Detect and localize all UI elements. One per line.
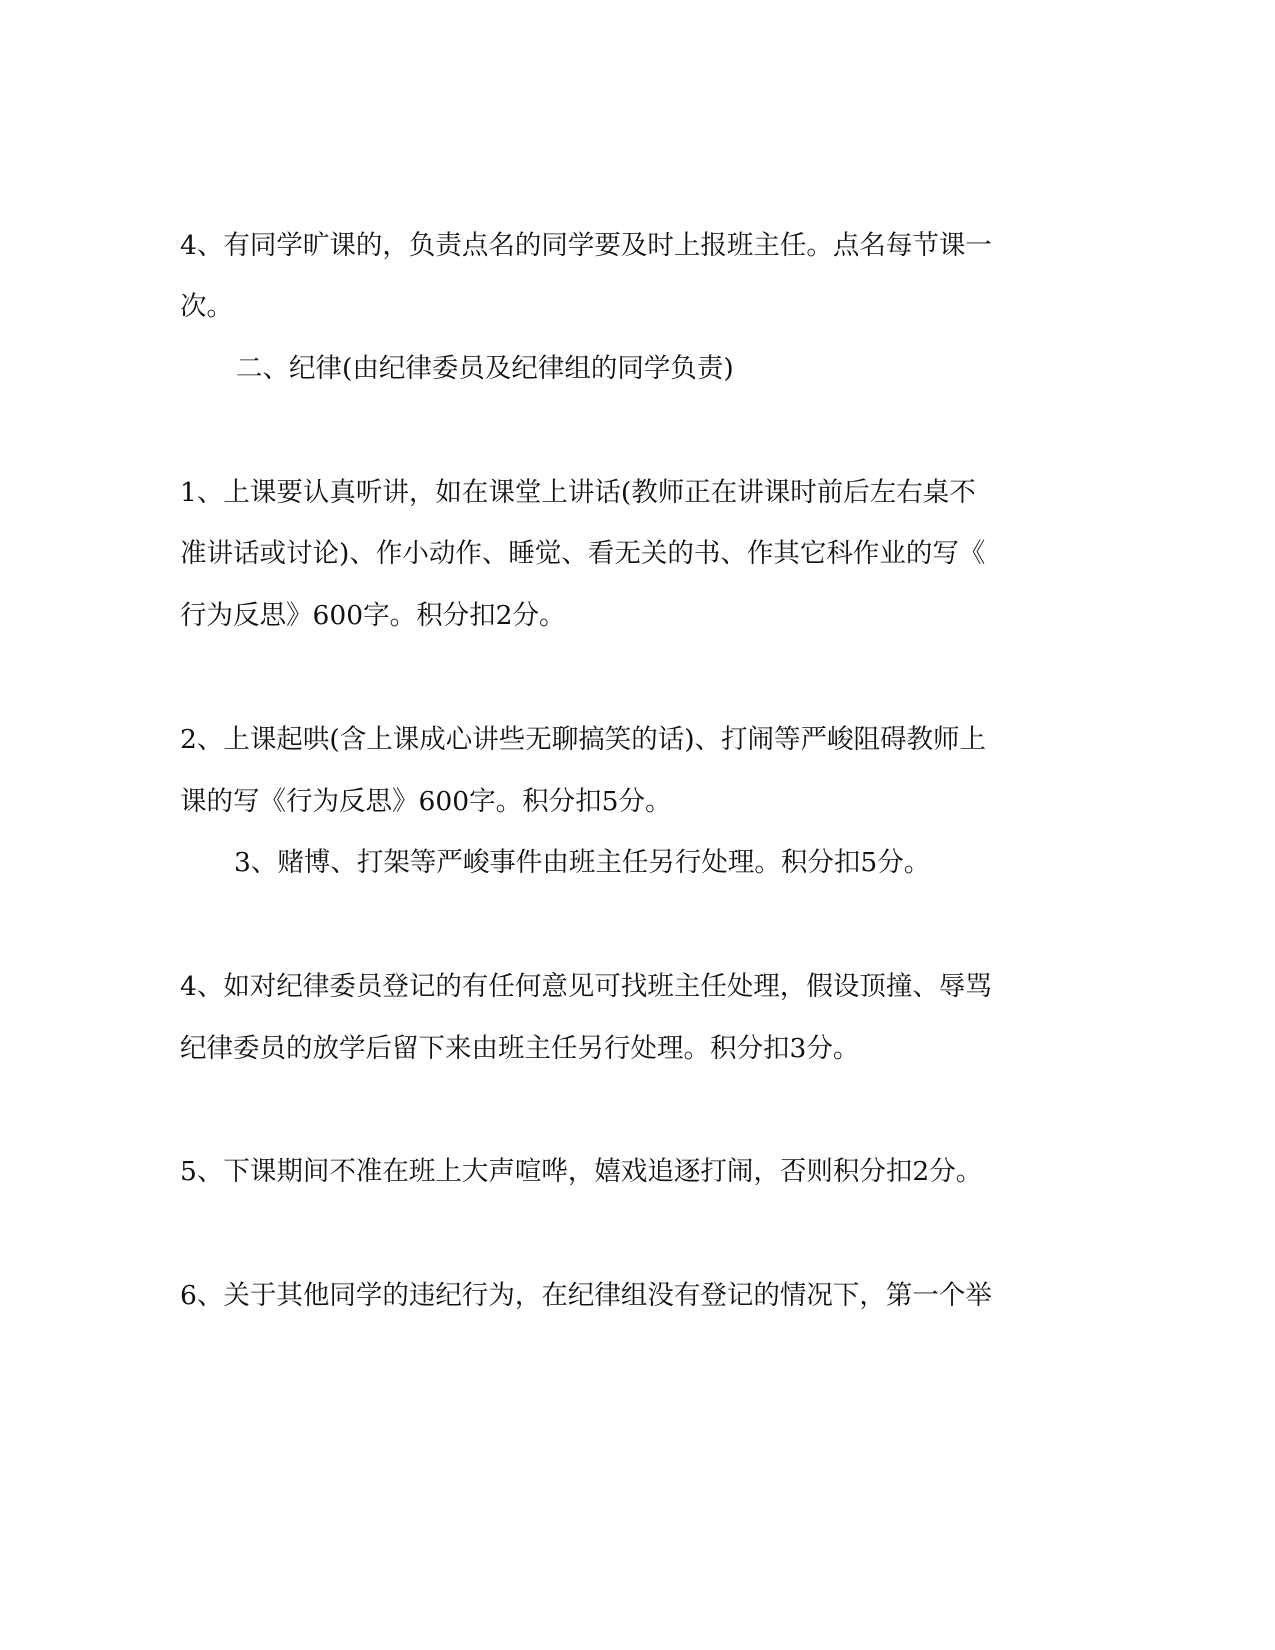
paragraph-line-attendance-4: 4、有同学旷课的，负责点名的同学要及时上报班主任。点名每节课一	[180, 230, 992, 261]
paragraph-line-rule-4-cont: 纪律委员的放学后留下来由班主任另行处理。积分扣3分。	[180, 1033, 860, 1064]
paragraph-line-rule-3: 3、赌博、打架等严峻事件由班主任另行处理。积分扣5分。	[234, 847, 931, 878]
paragraph-line-rule-2: 2、上课起哄(含上课成心讲些无聊搞笑的话)、打闹等严峻阻碍教师上	[180, 724, 987, 755]
paragraph-line-rule-5: 5、下课期间不准在班上大声喧哗，嬉戏追逐打闹，否则积分扣2分。	[180, 1156, 983, 1187]
paragraph-line-rule-1-cont: 准讲话或讨论)、作小动作、睡觉、看无关的书、作其它科作业的写《	[180, 538, 986, 569]
paragraph-line-attendance-4-cont: 次。	[180, 291, 233, 322]
paragraph-line-rule-1-end: 行为反思》600字。积分扣2分。	[180, 600, 566, 631]
section-heading-discipline: 二、纪律(由纪律委员及纪律组的同学负责)	[236, 353, 734, 384]
paragraph-line-rule-4: 4、如对纪律委员登记的有任何意见可找班主任处理，假设顶撞、辱骂	[180, 971, 992, 1002]
paragraph-line-rule-1: 1、上课要认真听讲，如在课堂上讲话(教师正在讲课时前后左右桌不	[180, 477, 976, 508]
paragraph-line-rule-6: 6、关于其他同学的违纪行为，在纪律组没有登记的情况下，第一个举	[180, 1280, 992, 1311]
paragraph-line-rule-2-cont: 课的写《行为反思》600字。积分扣5分。	[180, 786, 672, 817]
